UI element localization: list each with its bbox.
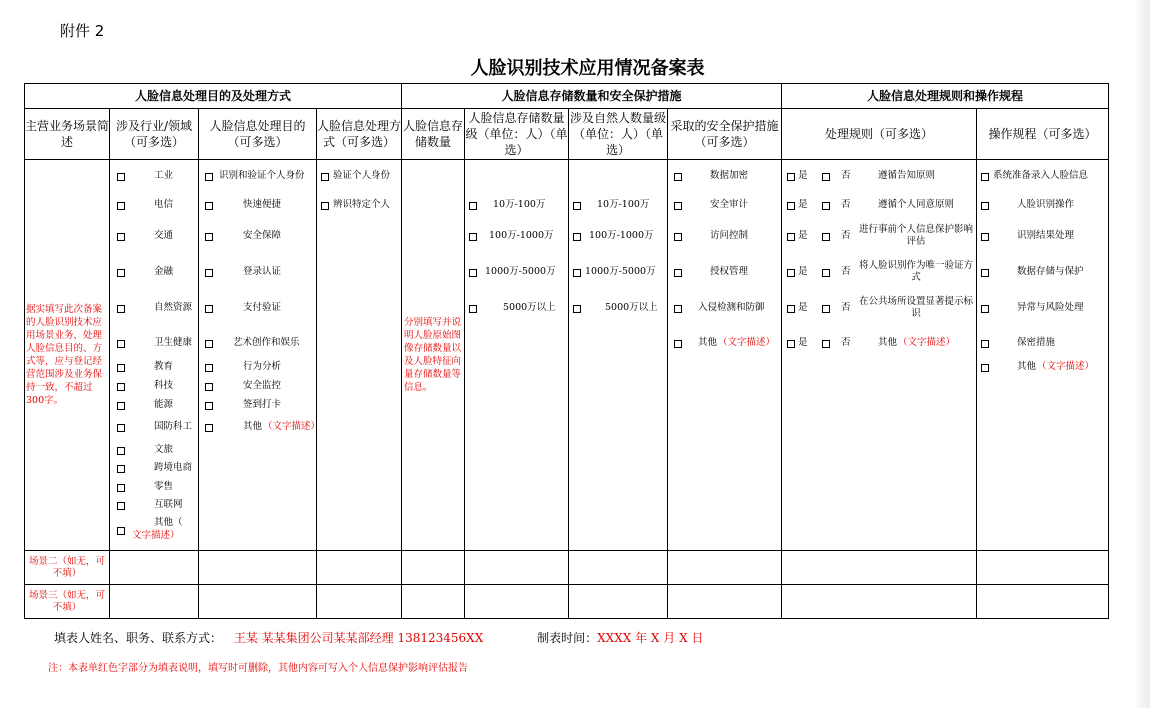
col-header-procedures: 操作规程（可多选） (977, 109, 1109, 160)
checkbox[interactable] (573, 305, 581, 313)
scene-2-cell[interactable]: 场景二（如无，可不填） (25, 551, 110, 585)
checkbox[interactable] (117, 502, 125, 510)
empty-cell[interactable] (569, 551, 668, 585)
empty-cell[interactable] (977, 585, 1109, 619)
empty-cell[interactable] (317, 585, 402, 619)
checkbox[interactable] (674, 202, 682, 210)
no-checkbox[interactable] (822, 233, 830, 241)
checkbox[interactable] (117, 527, 125, 535)
checkbox[interactable] (117, 402, 125, 410)
rules-options-cell (782, 160, 977, 551)
empty-cell[interactable] (782, 585, 977, 619)
yes-checkbox[interactable] (787, 305, 795, 313)
checkbox[interactable] (321, 202, 329, 210)
filler-label: 填表人姓名、职务、联系方式： (54, 631, 223, 645)
col-header-storage-level: 人脸信息存储数量级（单位：人）（单选） (465, 109, 569, 160)
empty-cell[interactable] (465, 551, 569, 585)
date-label: 制表时间： (537, 631, 598, 645)
filler-info (54, 629, 703, 646)
checkbox[interactable] (674, 269, 682, 277)
checkbox[interactable] (205, 202, 213, 210)
checkbox[interactable] (205, 402, 213, 410)
empty-cell[interactable] (977, 551, 1109, 585)
col-header-purpose: 人脸信息处理目的（可多选） (199, 109, 317, 160)
checkbox[interactable] (205, 364, 213, 372)
checkbox[interactable] (573, 202, 581, 210)
scene-description-text: 据实填写此次备案的人脸识别技术应用场景业务，处理人脸信息目的、方式等，应与登记经营范围涉及业务保持一致，不超过300字。 (26, 304, 103, 406)
yes-checkbox[interactable] (787, 340, 795, 348)
yes-checkbox[interactable] (787, 202, 795, 210)
checkbox[interactable] (205, 269, 213, 277)
col-header-scene: 主营业务场景简述 (25, 109, 110, 160)
checkbox[interactable] (117, 173, 125, 181)
security-options-cell: 数据加密 安全审计 访问控制 授权管理 入侵检测和防御 其他 （文字描述） (668, 160, 782, 551)
checkbox[interactable] (981, 305, 989, 313)
rule-row[interactable]: 是 否 遵循个人同意原则 (782, 199, 976, 223)
no-checkbox[interactable] (822, 202, 830, 210)
checkbox[interactable] (981, 202, 989, 210)
checkbox[interactable] (117, 269, 125, 277)
checkbox[interactable] (117, 484, 125, 492)
col-header-security: 采取的安全保护措施（可多选） (668, 109, 782, 160)
checkbox[interactable] (981, 173, 989, 181)
checkbox[interactable] (469, 305, 477, 313)
col-header-person-level: 涉及自然人数量级（单位：人）（单选） (569, 109, 668, 160)
page-edge-shadow (1136, 0, 1150, 708)
purpose-options-cell: 识别和验证个人身份 快速便捷 安全保障 登录认证 支付验证 艺术创作和娱乐 行为分析 安全监控 签到打卡 其他 （文字描述） (199, 160, 317, 551)
col-header-storage-count: 人脸信息存储数量 (402, 109, 465, 160)
checkbox[interactable] (117, 383, 125, 391)
empty-cell[interactable] (199, 585, 317, 619)
scene-description-cell[interactable] (25, 160, 110, 551)
method-options-cell: 验证个人身份 辨识特定个人 (317, 160, 402, 551)
checkbox[interactable] (117, 305, 125, 313)
group-header-rules: 人脸信息处理规则和操作规程 (782, 84, 1109, 109)
no-checkbox[interactable] (822, 340, 830, 348)
storage-count-cell[interactable] (402, 160, 465, 551)
checkbox[interactable] (469, 202, 477, 210)
checkbox[interactable] (205, 173, 213, 181)
rule-row[interactable]: 是 否 进行事前个人信息保护影响评估 (782, 224, 976, 254)
checkbox[interactable] (205, 424, 213, 432)
checkbox[interactable] (117, 364, 125, 372)
empty-cell[interactable] (110, 551, 199, 585)
rule-row[interactable]: 是 否 将人脸识别作为唯一验证方式 (782, 260, 976, 290)
checkbox[interactable] (117, 340, 125, 348)
empty-cell[interactable] (668, 551, 782, 585)
empty-cell[interactable] (317, 551, 402, 585)
yes-checkbox[interactable] (787, 233, 795, 241)
filler-value[interactable]: 王某 某某集团公司某某部经理 138123456XX (233, 631, 484, 645)
empty-cell[interactable] (402, 551, 465, 585)
storage-note-text: 分别填写并说明人脸原始图像存储数量以及人脸特征向量存储数量等信息。 (404, 317, 462, 393)
checkbox[interactable] (205, 305, 213, 313)
col-header-industry: 涉及行业/领域（可多选） (110, 109, 199, 160)
no-checkbox[interactable] (822, 173, 830, 181)
date-value[interactable]: XXXX 年 X 月 X 日 (597, 631, 704, 645)
empty-cell[interactable] (465, 585, 569, 619)
checkbox[interactable] (205, 233, 213, 241)
storage-level-cell: 10万-100万 100万-1000万 1000万-5000万 5000万以上 (465, 160, 569, 551)
yes-checkbox[interactable] (787, 269, 795, 277)
checkbox[interactable] (117, 424, 125, 432)
checkbox[interactable] (573, 233, 581, 241)
checkbox[interactable] (469, 269, 477, 277)
col-header-method: 人脸信息处理方式（可多选） (317, 109, 402, 160)
checkbox[interactable] (205, 340, 213, 348)
no-checkbox[interactable] (822, 305, 830, 313)
filing-table (24, 83, 1109, 619)
empty-cell[interactable] (782, 551, 977, 585)
checkbox[interactable] (674, 173, 682, 181)
checkbox[interactable] (981, 269, 989, 277)
checkbox[interactable] (205, 383, 213, 391)
checkbox[interactable] (117, 202, 125, 210)
scene-3-cell[interactable]: 场景三（如无，可不填） (25, 585, 110, 619)
rule-row-other[interactable]: 是 否 其他 （文字描述） (782, 337, 976, 361)
checkbox[interactable] (117, 233, 125, 241)
rule-row[interactable]: 是 否 遵循告知原则 (782, 170, 976, 194)
person-level-cell: 10万-100万 100万-1000万 1000万-5000万 5000万以上 (569, 160, 668, 551)
checkbox[interactable] (117, 465, 125, 473)
form-note: 注：本表单红色字部分为填表说明，填写时可删除，其他内容可写入个人信息保护影响评估报告 (48, 663, 468, 674)
group-header-purpose: 人脸信息处理目的及处理方式 (25, 84, 402, 109)
checkbox[interactable] (117, 447, 125, 455)
empty-cell[interactable] (569, 585, 668, 619)
procedure-options-cell: 系统准备录入人脸信息 人脸识别操作 识别结果处理 数据存储与保护 异常与风险处理 保密措施 其他 （文字描述） (977, 160, 1109, 551)
empty-cell[interactable] (668, 585, 782, 619)
checkbox[interactable] (981, 233, 989, 241)
empty-cell[interactable] (110, 585, 199, 619)
form-title: 人脸识别技术应用情况备案表 (470, 58, 705, 79)
yes-checkbox[interactable] (787, 173, 795, 181)
checkbox[interactable] (981, 364, 989, 372)
no-checkbox[interactable] (822, 269, 830, 277)
empty-cell[interactable] (402, 585, 465, 619)
checkbox[interactable] (321, 173, 329, 181)
attachment-label: 附件 2 (60, 22, 105, 40)
industry-options-cell: 工业 电信 交通 金融 自然资源 卫生健康 教育 科技 能源 国防科工 文旅 跨境电商 零售 互联网 其他（ 文字描述） (110, 160, 199, 551)
empty-cell[interactable] (199, 551, 317, 585)
rule-row[interactable]: 是 否 在公共场所设置显著提示标识 (782, 296, 976, 326)
checkbox[interactable] (674, 233, 682, 241)
checkbox[interactable] (674, 340, 682, 348)
group-header-storage: 人脸信息存储数量和安全保护措施 (402, 84, 782, 109)
checkbox[interactable] (674, 305, 682, 313)
checkbox[interactable] (573, 269, 581, 277)
col-header-rules: 处理规则（可多选） (782, 109, 977, 160)
checkbox[interactable] (981, 340, 989, 348)
checkbox[interactable] (469, 233, 477, 241)
